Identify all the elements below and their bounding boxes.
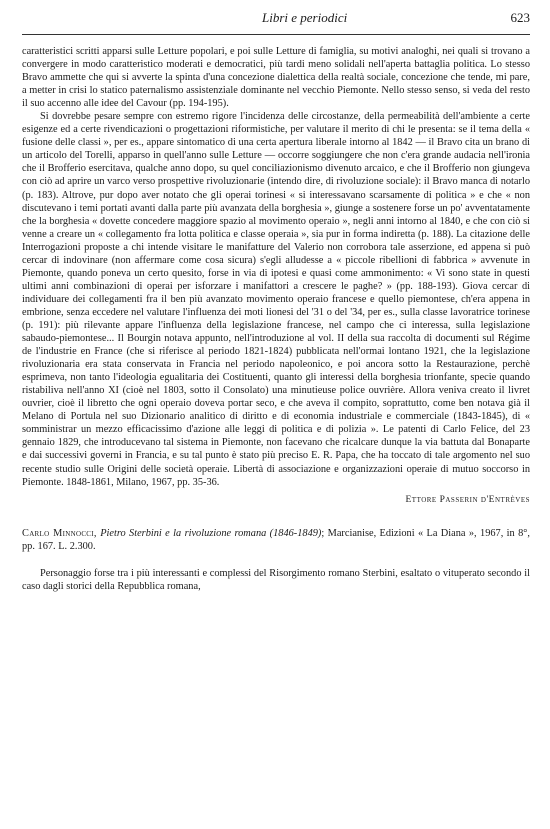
article-paragraph-1: caratteristici scritti apparsi sulle Letture popolari, e poi sulle Letture di famiglia, su motivi analoghi, nei quali si trovano a convergere in modo caratteristico moderati e democratici, più tardi meno solidali nell'aperta battaglia politica. Lo stesso Bravo ammette che qui si avverte la spinta d'una concezione dialettica della realtà sociale, concezione che tende, mi pare, a metter in crisi lo statico paternalismo assistenziale dominante nel vecchio Piemonte. Nello stesso senso, si veda del resto il suo accenno alle idee del Cavour (pp. 194-195). bbox=[22, 46, 530, 110]
page bbox=[22, 10, 530, 593]
article-body bbox=[22, 45, 530, 489]
article-signature: Ettore Passerin d'Entrèves bbox=[405, 494, 530, 505]
article-paragraph-2: Si dovrebbe pesare sempre con estremo rigore l'incidenza delle circostanze, della permeabilità dell'ambiente a certe esigenze ed a certe rivendicazioni o progettazioni riformistiche, per valutare il merito di chi le presenta: se il tema della « fusione delle classi », per es., appare sintomatico di una certa apertura liberale intorno al 1842 — il Bravo cita un brano di un articolo del Torelli, apparso in quell'anno sulle Letture — occorre soggiungere che non c'era grande audacia nell'ironia che il Brofferio esercitava, qualche anno dopo, su quel conciliazionismo divenuto arcaico, e che il Brofferio non giungeva con ciò ad aprire un varco verso prospettive rivoluzionarie (intendo dire, di rivoluzione sociale): il Bravo manca di notarlo (p. 183). Altrove, pur dopo aver notato che gli operai torinesi « si interessavano scarsamente di politica » e che « non discutevano i temi portati avanti dalla parte più avanzata della borghesia », giunge a sostenere forse un po' avventatamente che la borghesia « dovette concedere maggiore spazio al movimento operaio », negli anni intorno al 1840, e che con ciò si venne a creare un « collegamento fra lotta politica e classe operaia », sia pur in forma indiretta (p. 188). La citazione delle Interrogazioni proposte a chi intende visitare le manifatture del Valerio non corrobora tale asserzione, ed appena si può cercar di indovinare (non affermare come cosa sicura) s'egli alludesse a « piccole ribellioni di fabbrica » avvenute in Piemonte, quando poneva un certo quesito, forse in via di ipotesi e quasi come ammonimento: « Vi sono state in questi ultimi anni combinazioni di operai per isforzare i manifattori a crescere le paghe? » (pp. 188-193). Giova cercar di individuare dei collegamenti fra il ben più avanzato movimento operaio francese e quello piemontese, ch'era appena in embrione, senza eccedere nel valutare l'influenza dei moti lionesi del '31 o del '34, per es., sulla classe lavoratrice torinese (p. 191): più rilevante appare l'influenza della legislazione francese, nel campo che ci interessa, sulla legislazione sabaudo-piemontese... Il Bourgin notava appunto, nell'introduzione al vol. II della sua raccolta di documenti sul Régime de l'industrie en France (che si riferisce al periodo 1821-1824) pubblicata nell'ormai lontano 1921, che la legislazione rivoluzionaria era stata conservata in Francia nel periodo napoleonico, e poi ancora sotto la Restaurazione, perchè esprimeva, non tanto l'ideologia egualitaria dei Costituenti, quanto gli interessi della borghesia trionfante, specie quando ristabiliva nell'anno XI (cioè nel 1803, sotto il Consolato) una minutieuse police ouvrière. Allora veniva creato il livret ouvrier, cioè il libretto che ogni operaio doveva portar seco, e che aveva il compito, soprattutto, come ben notava già il Melano di Portula nel suo Dizionario analitico di diritto e di economia industriale e commerciale (1843-1845), di « somministrar un mezzo efficacissimo d'azione alle leggi di politica e di polizia ». Le patenti di Carlo Felice, del 23 gennaio 1829, che introducevano tal sistema in Piemonte, non facevano che ricalcare dunque la via battuta dal Bonaparte e dai successivi governi in Francia, e su tal punto è stato più preciso E. R. Papa, che ha toccato di tale argomento nel suo recente studio sulle Origini delle società operaie. Libertà di associazione e organizzazioni operaie di mutuo soccorso in Piemonte. 1848-1861, Milano, 1967, pp. 35-36. bbox=[22, 111, 530, 488]
header-rule bbox=[22, 34, 530, 35]
running-head bbox=[22, 10, 530, 30]
running-title: Libri e periodici bbox=[262, 10, 348, 25]
review-author: Carlo Minnocci, bbox=[22, 527, 97, 539]
review-paragraph-1: Personaggio forse tra i più interessanti e complessi del Risorgimento romano Sterbini, esaltato o vituperato secondo il caso dagli storici della Repubblica romana, bbox=[22, 567, 530, 592]
page-number: 623 bbox=[510, 10, 530, 25]
review-publication: ; Marcianise, Edizioni « La Diana », 1967, in 8°, pp. 167. L. 2.300. bbox=[22, 527, 530, 552]
review-book-title: Pietro Sterbini e la rivoluzione romana (1846-1849) bbox=[100, 527, 322, 539]
review-heading bbox=[22, 527, 530, 553]
